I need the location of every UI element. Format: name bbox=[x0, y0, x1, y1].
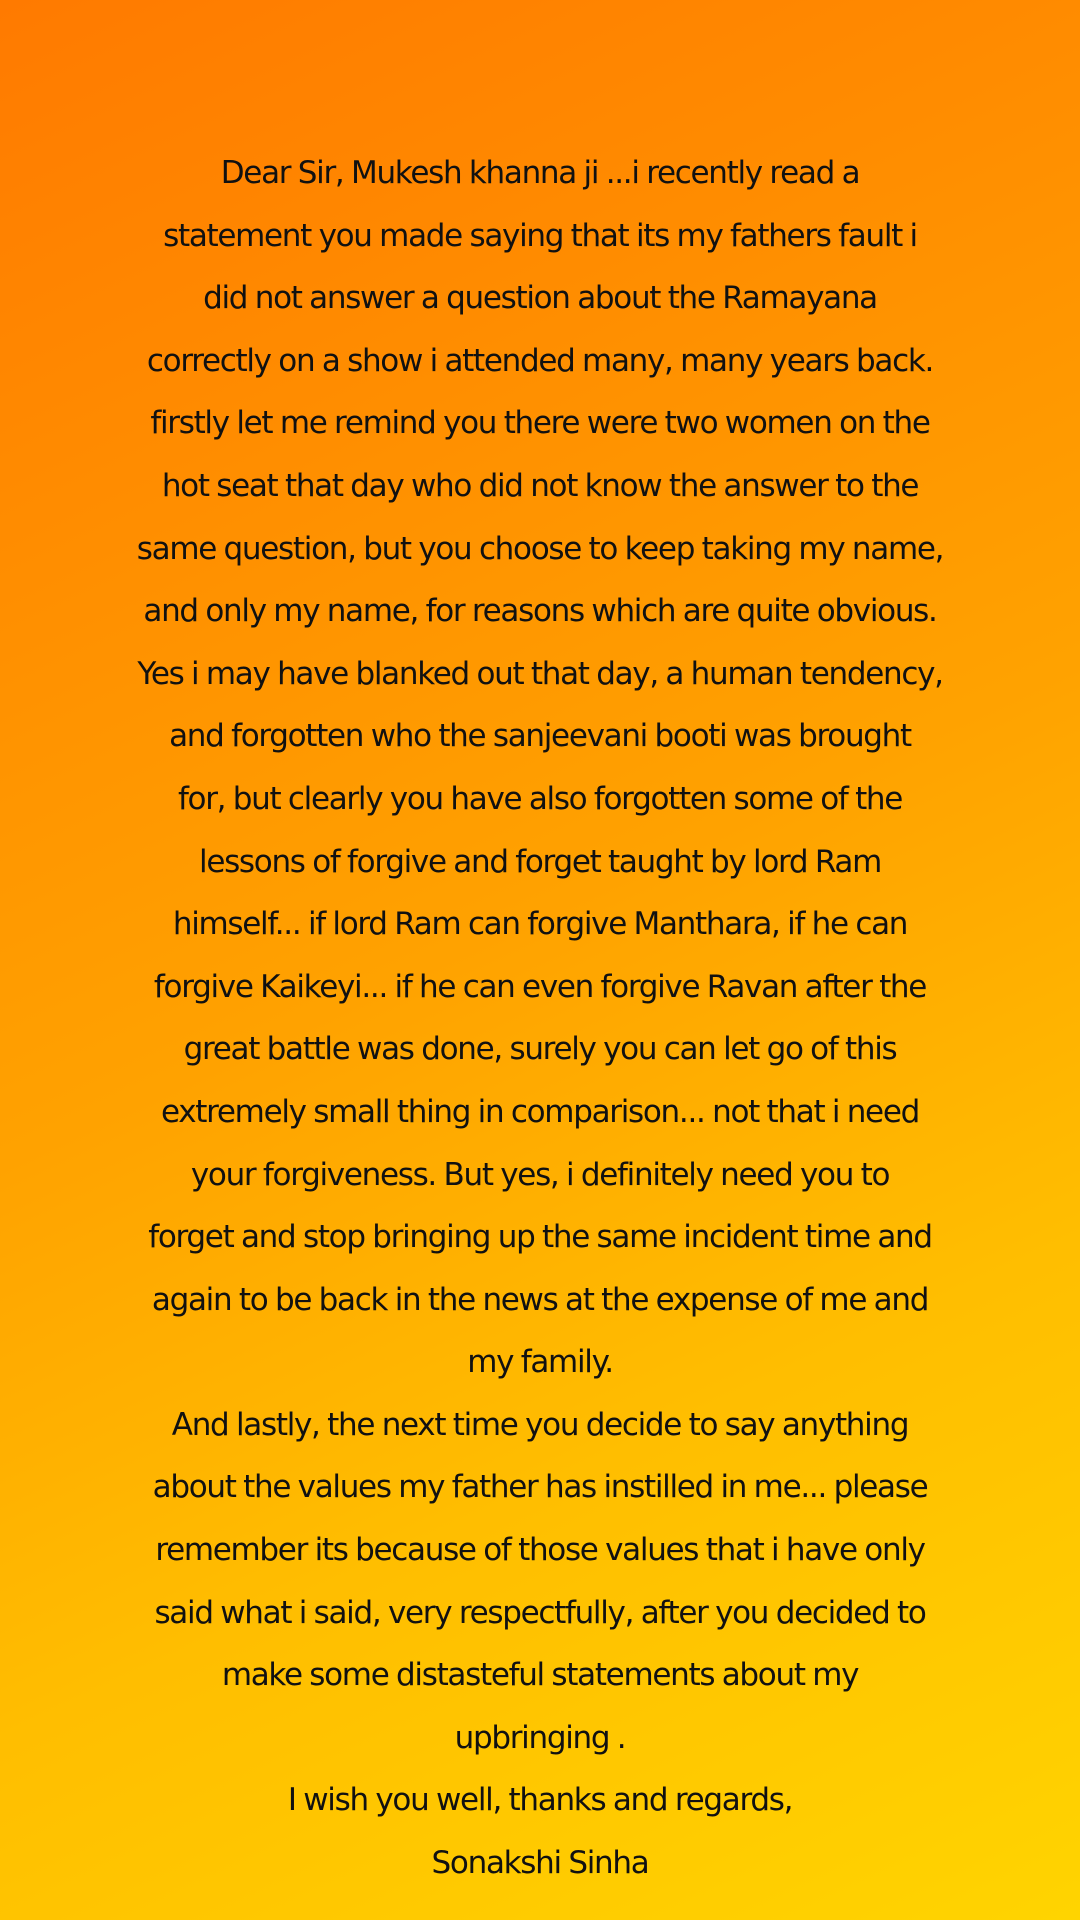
story-line-17: your forgiveness. But yes, i definitely need you to bbox=[190, 1156, 890, 1193]
story-line-18: forget and stop bringing up the same incident time and bbox=[148, 1219, 932, 1256]
story-line-25: make some distasteful statements about my bbox=[221, 1657, 859, 1694]
story-line-5: firstly let me remind you there were two women on the bbox=[150, 405, 930, 442]
story-line-24: said what i said, very respectfully, after you decided to bbox=[154, 1594, 926, 1631]
story-line-15: great battle was done, surely you can let go of this bbox=[183, 1031, 897, 1068]
story-line-8: and only my name, for reasons which are quite obvious. bbox=[143, 593, 937, 630]
story-line-9: Yes i may have blanked out that day, a human tendency, bbox=[137, 655, 943, 692]
story-line-2: statement you made saying that its my fathers fault i bbox=[163, 217, 917, 254]
story-line-4: correctly on a show i attended many, many years back. bbox=[146, 342, 934, 379]
story-line-6: hot seat that day who did not know the answer to the bbox=[161, 467, 919, 504]
story-line-3: did not answer a question about the Ramayana bbox=[203, 280, 877, 317]
story-line-11: for, but clearly you have also forgotten some of the bbox=[177, 780, 903, 817]
story-text bbox=[100, 142, 980, 1895]
story-line-16: extremely small thing in comparison... not that i need bbox=[161, 1093, 919, 1130]
story-line-27: I wish you well, thanks and regards, bbox=[287, 1782, 793, 1819]
story-line-14: forgive Kaikeyi... if he can even forgive Ravan after the bbox=[153, 968, 927, 1005]
story-line-21: And lastly, the next time you decide to say anything bbox=[171, 1406, 909, 1443]
story-line-23: remember its because of those values that i have only bbox=[155, 1532, 925, 1569]
story-line-1: Dear Sir, Mukesh khanna ji ...i recently read a bbox=[220, 155, 860, 191]
story-line-22: about the values my father has instilled in me... please bbox=[152, 1469, 928, 1506]
story-line-12: lessons of forgive and forget taught by lord Ram bbox=[199, 843, 881, 880]
story-line-7: same question, but you choose to keep taking my name, bbox=[136, 530, 944, 567]
story-line-19: again to be back in the news at the expense of me and bbox=[151, 1281, 929, 1318]
story-line-13: himself... if lord Ram can forgive Manthara, if he can bbox=[172, 906, 908, 943]
story-line-28: Sonakshi Sinha bbox=[431, 1845, 649, 1882]
story-line-26: upbringing . bbox=[454, 1719, 626, 1756]
story-line-10: and forgotten who the sanjeevani booti was brought bbox=[169, 718, 911, 755]
story-line-20: my family. bbox=[467, 1344, 613, 1381]
